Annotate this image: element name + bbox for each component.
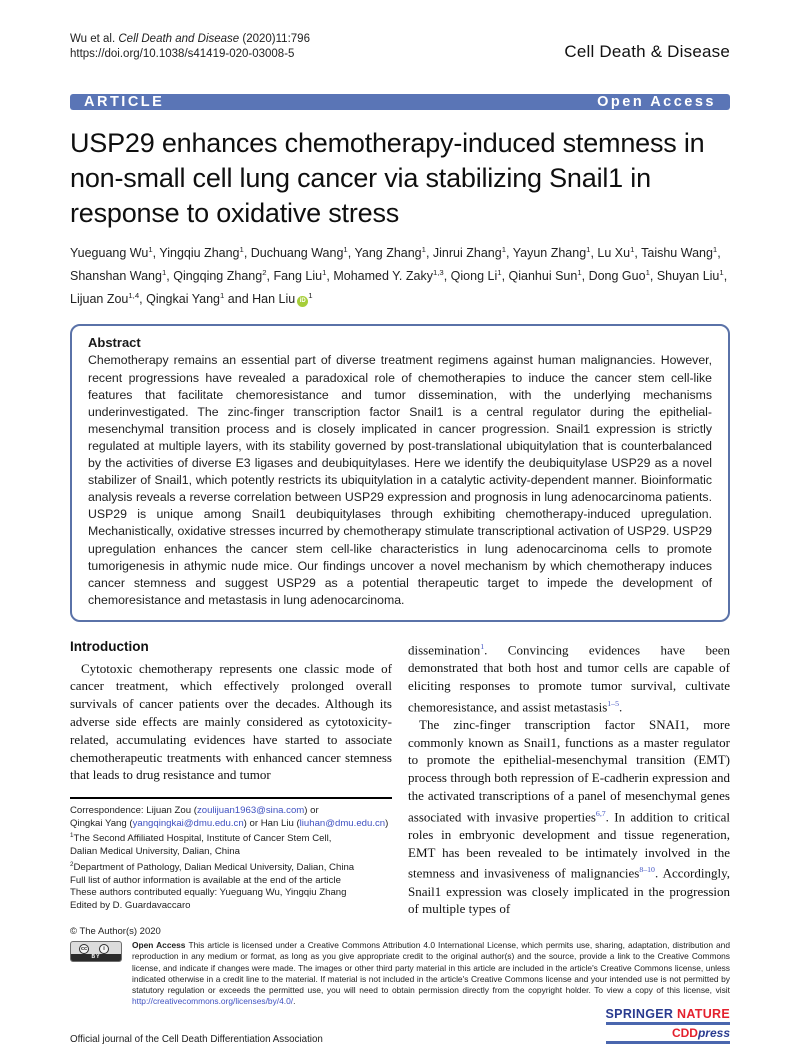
cc-icon: cc bbox=[80, 946, 88, 953]
journal-name: Cell Death & Disease bbox=[564, 42, 730, 61]
article-title: USP29 enhances chemotherapy-induced stemness in non-small cell lung cancer via stabilizing Snail1 in response to oxidative stress bbox=[70, 128, 705, 228]
page-footer bbox=[70, 1007, 730, 1051]
correspondence-line: $^2$Department of Pathology, Dalian Medical University, Dalian, China bbox=[70, 860, 355, 873]
correspondence-line: Qingkai Yang (yangqingkai@dmu.edu.cn) or Han Liu (liuhan@dmu.edu.cn) bbox=[70, 817, 389, 829]
license-row bbox=[70, 940, 730, 1007]
authors-line: Yueguang Wu$^1$, Yingqiu Zhang$^1$, Duchuang Wang$^1$, Yang Zhang$^1$, Jinrui Zhang$^1$, Yayun Zhang$^1$, Lu Xu$^1$, Taishu Wang$^1$, Shanshan Wang$^1$, Qingqing Zhang$^2$, Fang Liu$^1$, Mohamed Y. Zaky$^{1,3}$, Qiong Li$^1$, Qianhui Sun$^1$, Dong Guo$^1$, Shuyan Liu$^1$, Lijuan Zou$^{1,4}$, Qingkai Yang$^1$ and Han Liu $iD^1$ bbox=[70, 245, 728, 307]
footer-official-text: Official journal of the Cell Death Differentiation Association bbox=[70, 1034, 323, 1046]
section-heading-introduction: Introduction bbox=[70, 638, 149, 654]
open-access-label: Open Access bbox=[597, 94, 716, 110]
license-text: Open Access This article is licensed under a Creative Commons Attribution 4.0 International License, which permits use, sharing, adaptation, distribution and reproduction in any medium or format, as long as you give appropriate credit to the original author(s) and the source, provide a link to the Creative Commons license, and indicate if changes were made. The images or other third party material in this article are included in the article's Creative Commons license, unless indicated otherwise in a credit line to the material. If material is not included in the article's Creative Commons license and your intended use is not permitted by statutory regulation or exceeds the permitted use, you will need to obtain permission directly from the copyright holder. To view a copy of this license, visit http://creativecommons.org/licenses/by/4.0/. bbox=[132, 940, 730, 1007]
springer-nature-logo bbox=[606, 1007, 730, 1045]
orcid-icon: iD bbox=[297, 296, 308, 307]
cdd-wordmark: CDD bbox=[671, 1026, 698, 1041]
correspondence-line: Edited by D. Guardavaccaro bbox=[70, 899, 191, 911]
correspondence-line: $^1$The Second Affiliated Hospital, Institute of Cancer Stem Cell, bbox=[70, 832, 332, 845]
abstract-box bbox=[70, 324, 730, 621]
left-column bbox=[70, 638, 392, 918]
logo-underline-bar bbox=[606, 1041, 730, 1044]
two-column-layout bbox=[70, 638, 730, 918]
link[interactable]: zoulijuan1963@sina.com bbox=[196, 805, 305, 817]
correspondence-line: Correspondence: Lijuan Zou (zoulijuan1963@sina.com) or bbox=[70, 805, 319, 817]
snail1-paragraph: The zinc-finger transcription factor SNAI1, more commonly known as Snail1, functions as a master regulator to promote the epithelial-mesenchymal transition (EMT) process through both repression of E-cadherin expression and the activated transcriptions of a panel of mesenchymal genes associated with invasive properties$^{6,7}$. In addition to critical roles in embryonic development and tissue regeneration, EMT has been revealed to be intimately involved in the stemness and invasiveness of malignancies$^{8-10}$. Accordingly, Snail1 expression was closely implicated in the progression of multiple types of bbox=[408, 716, 731, 917]
link[interactable]: http://creativecommons.org/licenses/by/4.0/ bbox=[132, 996, 294, 1007]
springer-wordmark: SPRINGER bbox=[605, 1007, 674, 1022]
correspondence-divider bbox=[70, 797, 392, 799]
attribution-person-icon: i bbox=[99, 944, 109, 954]
press-wordmark: press bbox=[697, 1026, 730, 1041]
page-header bbox=[70, 32, 730, 62]
correspondence-line: Full list of author information is available at the end of the article bbox=[70, 874, 341, 886]
nature-wordmark: NATURE bbox=[677, 1007, 730, 1022]
continuation-paragraph: dissemination$^1$. Convincing evidences have been demonstrated that both host and tumor cells are capable of eliciting responses to promote tumor survival, cultivate chemoresistance, and assist metastasis$^{1-5}$. bbox=[408, 641, 730, 714]
link[interactable]: liuhan@dmu.edu.cn bbox=[299, 817, 386, 829]
citation-line: Wu et al. Cell Death and Disease (2020)11:796 bbox=[70, 33, 310, 45]
citation-block bbox=[70, 32, 310, 62]
springer-nature-wordmark bbox=[606, 1007, 730, 1021]
correspondence-line: Dalian Medical University, Dalian, China bbox=[70, 846, 240, 858]
abstract-heading: Abstract bbox=[88, 335, 141, 351]
intro-paragraph: Cytotoxic chemotherapy represents one classic mode of cancer treatment, which effectively prolonged overall survivals of cancer patients over the decades. Although its adverse side effects are mainly considered as cytotoxicity-related, accumulating evidences have started to associate chemotherapeutic treatments with enhanced cancer stemness that leads to drug resistance and tumor bbox=[70, 660, 392, 783]
cc-by-badge bbox=[70, 941, 122, 962]
correspondence-block bbox=[70, 805, 392, 912]
license-section bbox=[70, 926, 730, 1007]
logo-divider-bar bbox=[606, 1022, 730, 1025]
article-type-label: ARTICLE bbox=[84, 94, 165, 110]
copyright-line: © The Author(s) 2020 bbox=[70, 926, 161, 938]
right-column bbox=[408, 638, 730, 918]
article-type-banner bbox=[70, 94, 730, 110]
doi-link[interactable]: https://doi.org/10.1038/s41419-020-03008-5 bbox=[70, 48, 295, 60]
abstract-body: Chemotherapy remains an essential part of diverse treatment regimens against human malignancies. However, recent progressions have revealed a paradoxical role of chemotherapies to induce the cancer stem cell-like features that facilitate chemoresistance and tumor dissemination, with the underlying mechanisms underinvestigated. The zinc-finger transcription factor Snail1 is a central regulator during the epithelial-mesenchymal transition process and is closely implicated in cancer progression. Snail1 expression is strictly regulated at multiple layers, with its stability governed by post-translational ubiquitylation that is counterbalanced by the activities of diverse E3 ligases and deubiquitylases. Here we identify the deubiquitylase USP29 as a novel stabilizer of Snail1, which potently restricts its ubiquitylation in a catalytic activity-dependent manner. Bioinformatic analysis reveals a reverse correlation between USP29 expression and prognosis in lung adenocarcinoma patients. USP29 is unique among Snail1 deubiquitylases through exhibiting chemotherapy-induced upregulation. Mechanistically, oxidative stresses incurred by chemotherapy stimulate transcriptional activation of USP29. USP29 upregulation enhances the cancer stem cell-like characteristics in lung adenocarcinoma cells to promote tumorigenesis in athymic nude mice. Our findings uncover a novel mechanism by which chemotherapy induces cancer stemness and suggest USP29 as a potential therapeutic target to impede the development of chemoresistance and metastasis in lung adenocarcinoma. bbox=[88, 353, 712, 607]
correspondence-line: These authors contributed equally: Yueguang Wu, Yingqiu Zhang bbox=[70, 887, 347, 899]
link[interactable]: yangqingkai@dmu.edu.cn bbox=[132, 817, 244, 829]
cddpress-wordmark bbox=[606, 1026, 730, 1040]
by-label: BY bbox=[71, 954, 121, 961]
